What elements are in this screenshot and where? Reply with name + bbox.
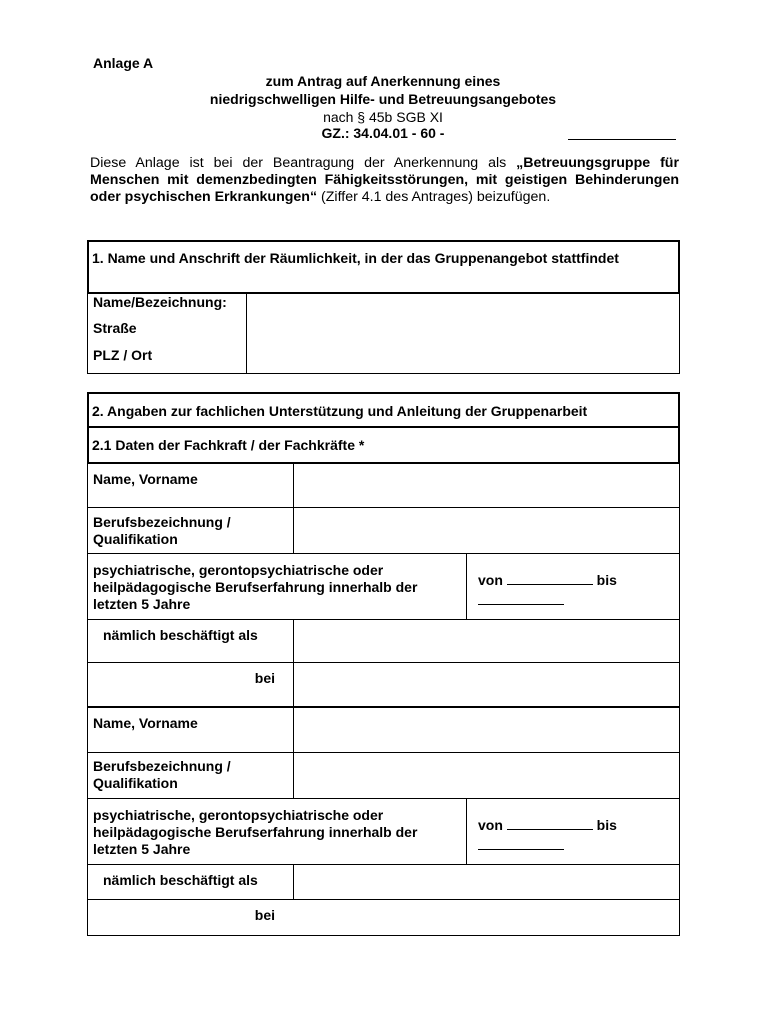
person-2-bei-field[interactable] bbox=[295, 900, 679, 935]
person-2-name-field[interactable] bbox=[295, 708, 679, 752]
column-divider bbox=[466, 798, 467, 864]
person-1-bis-label: bis bbox=[596, 572, 617, 588]
section-2-title-box bbox=[87, 392, 680, 428]
venue-input-field[interactable] bbox=[248, 295, 679, 373]
person-1-von-field[interactable] bbox=[507, 584, 593, 585]
person-1-bei-label: bei bbox=[254, 670, 275, 686]
venue-street-label: Straße bbox=[93, 320, 137, 336]
intro-group-type: „Betreuungsgruppe für Menschen mit demenzbedingten Fähigkeitsstörungen, mit geistigen Behinderungen oder psychischen Erkrankungen“ bbox=[90, 155, 679, 205]
intro-paragraph bbox=[90, 155, 679, 206]
row-divider bbox=[87, 553, 680, 554]
form-title-line-3: nach § 45b SGB XI bbox=[323, 109, 443, 125]
person-1-name-field[interactable] bbox=[295, 465, 679, 507]
intro-text-2: (Ziffer 4.1 des Antrages) beizufügen. bbox=[317, 189, 551, 205]
intro-text-1: Diese Anlage ist bei der Beantragung der Anerkennung als bbox=[90, 155, 517, 171]
column-divider bbox=[293, 464, 294, 553]
section-2-title: 2. Angaben zur fachlichen Unterstützung und Anleitung der Gruppenarbeit bbox=[92, 403, 588, 419]
column-divider bbox=[466, 553, 467, 619]
person-2-erfahrung-label: psychiatrische, gerontopsychiatrische oder heilpädagogische Berufserfahrung innerhalb der letzten 5 Jahre bbox=[93, 807, 418, 857]
person-1-beruf-field[interactable] bbox=[295, 508, 679, 553]
person-1-bei-field[interactable] bbox=[295, 663, 679, 706]
person-2-beschaeftigt-label: nämlich beschäftigt als bbox=[103, 872, 258, 888]
person-1-von-label: von bbox=[478, 572, 503, 588]
reference-number: GZ.: 34.04.01 - 60 - bbox=[321, 125, 445, 141]
person-2-period bbox=[478, 815, 673, 855]
person-2-bis-label: bis bbox=[596, 817, 617, 833]
form-title-line-1: zum Antrag auf Anerkennung eines bbox=[265, 73, 501, 89]
person-1-bis-field[interactable] bbox=[478, 604, 564, 605]
person-1-beschaeftigt-label: nämlich beschäftigt als bbox=[103, 627, 258, 643]
venue-plz-label: PLZ / Ort bbox=[93, 347, 153, 363]
person-2-von-label: von bbox=[478, 817, 503, 833]
section-1-divider bbox=[246, 294, 247, 374]
person-2-beruf-label: Berufsbezeichnung / Qualifikation bbox=[93, 758, 231, 791]
person-1-period bbox=[478, 570, 673, 610]
column-divider bbox=[293, 708, 294, 798]
person-1-beschaeftigt-field[interactable] bbox=[295, 620, 679, 662]
section-2-subtitle-box bbox=[87, 426, 680, 464]
person-2-von-field[interactable] bbox=[507, 829, 593, 830]
reference-number-blank[interactable] bbox=[568, 139, 676, 140]
person-2-name-label: Name, Vorname bbox=[93, 715, 198, 731]
section-2-subtitle: 2.1 Daten der Fachkraft / der Fachkräfte * bbox=[92, 437, 365, 453]
person-1-beruf-label: Berufsbezeichnung / Qualifikation bbox=[93, 514, 231, 547]
column-divider bbox=[293, 864, 294, 899]
person-2-bei-label: bei bbox=[254, 907, 275, 923]
column-divider bbox=[293, 619, 294, 707]
person-2-beruf-field[interactable] bbox=[295, 753, 679, 798]
section-1-title: 1. Name und Anschrift der Räumlichkeit, in der das Gruppenangebot stattfindet bbox=[92, 250, 619, 266]
person-1-erfahrung-label: psychiatrische, gerontopsychiatrische oder heilpädagogische Berufserfahrung innerhalb der letzten 5 Jahre bbox=[93, 562, 418, 612]
person-1-name-label: Name, Vorname bbox=[93, 471, 198, 487]
person-2-beschaeftigt-field[interactable] bbox=[295, 865, 679, 899]
annex-label: Anlage A bbox=[93, 55, 154, 71]
form-title-line-2: niedrigschwelligen Hilfe- und Betreuungsangebotes bbox=[209, 91, 557, 107]
row-divider bbox=[87, 798, 680, 799]
section-1-title-box bbox=[87, 240, 680, 294]
venue-name-label: Name/Bezeichnung: bbox=[93, 294, 227, 310]
person-2-bis-field[interactable] bbox=[478, 849, 564, 850]
